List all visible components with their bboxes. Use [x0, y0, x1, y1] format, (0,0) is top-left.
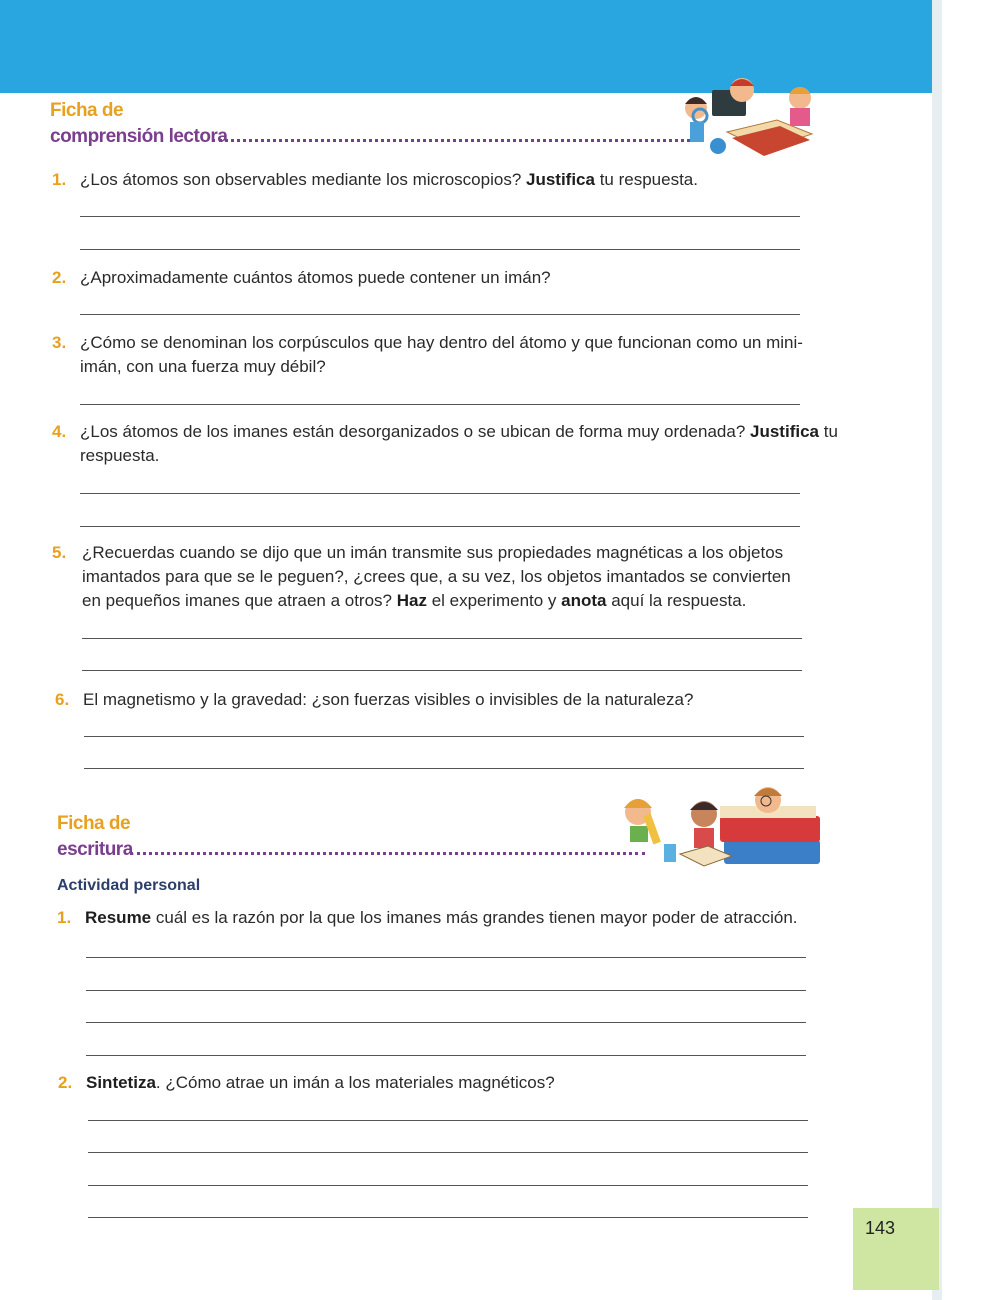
writing-task-2 [58, 1071, 848, 1095]
section-title-line2: escritura [57, 839, 133, 860]
page-number: 143 [865, 1218, 896, 1238]
answer-line[interactable] [80, 526, 800, 527]
question-text: ¿Los átomos son observables mediante los microscopios? Justifica tu respuesta. [80, 170, 698, 189]
section-title-line2: comprensión lectora [50, 126, 228, 147]
answer-line[interactable] [80, 404, 800, 405]
answer-line[interactable] [88, 1152, 808, 1153]
question-2 [52, 266, 842, 290]
answer-line[interactable] [84, 768, 804, 769]
writing-task-1 [57, 906, 847, 930]
answer-line[interactable] [80, 314, 800, 315]
answer-line[interactable] [82, 638, 802, 639]
question-3 [52, 331, 842, 379]
question-number: 1. [52, 170, 67, 189]
question-number: 6. [55, 690, 70, 709]
question-5 [52, 541, 812, 613]
answer-line[interactable] [86, 1022, 806, 1023]
answer-line[interactable] [80, 249, 800, 250]
task-text: Resume cuál es la razón por la que los imanes más grandes tienen mayor poder de atracción. [85, 908, 798, 927]
question-text: El magnetismo y la gravedad: ¿son fuerzas visibles o invisibles de la naturaleza? [83, 690, 694, 709]
answer-line[interactable] [86, 957, 806, 958]
question-text: ¿Cómo se denominan los corpúsculos que hay dentro del átomo y que funcionan como un mini-imán, con una fuerza muy débil? [80, 333, 803, 376]
answer-line[interactable] [84, 736, 804, 737]
question-number: 2. [52, 268, 67, 287]
answer-line[interactable] [80, 493, 800, 494]
question-text: ¿Los átomos de los imanes están desorganizados o se ubican de forma muy ordenada? Justifica tu respuesta. [80, 422, 838, 465]
section-title-line1: Ficha de [57, 813, 131, 834]
kids-reading-illustration [672, 72, 822, 164]
answer-line[interactable] [86, 1055, 806, 1056]
answer-line[interactable] [88, 1185, 808, 1186]
question-number: 5. [52, 543, 67, 562]
question-6 [55, 688, 845, 712]
task-text: Sintetiza. ¿Cómo atrae un imán a los materiales magnéticos? [86, 1073, 555, 1092]
answer-line[interactable] [88, 1217, 808, 1218]
task-number: 2. [58, 1073, 73, 1092]
activity-subheading: Actividad personal [57, 877, 201, 894]
answer-line[interactable] [80, 216, 800, 217]
question-1 [52, 168, 842, 192]
question-number: 3. [52, 333, 67, 352]
answer-line[interactable] [88, 1120, 808, 1121]
question-number: 4. [52, 422, 67, 441]
dotted-rule [130, 852, 645, 855]
answer-line[interactable] [86, 990, 806, 991]
dotted-rule [212, 139, 690, 142]
section-title-line1: Ficha de [50, 100, 124, 121]
question-text: ¿Aproximadamente cuántos átomos puede contener un imán? [80, 268, 551, 287]
kids-writing-illustration [620, 784, 828, 872]
answer-line[interactable] [82, 670, 802, 671]
question-text: ¿Recuerdas cuando se dijo que un imán transmite sus propiedades magnéticas a los objetos imantados para que se le peguen?, ¿crees que, a su vez, los objetos imantados se convierten en pequeños imanes que atraen a otros? Haz el experimento y anota aquí la respuesta. [82, 543, 791, 610]
question-4 [52, 420, 842, 468]
task-number: 1. [57, 908, 72, 927]
page-edge [932, 0, 942, 1300]
page-number-tab [853, 1208, 939, 1290]
